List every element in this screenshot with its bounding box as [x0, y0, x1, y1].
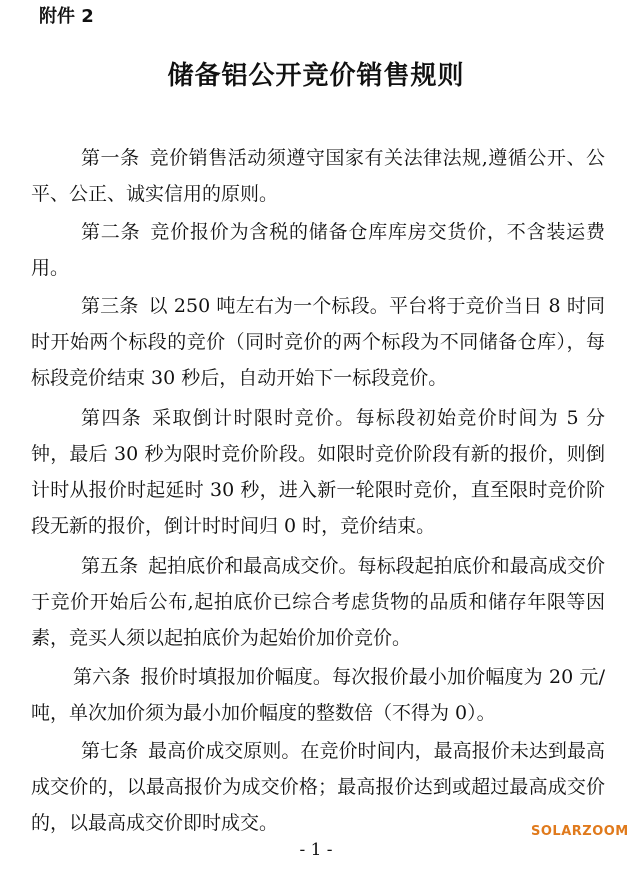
article-6-text: 报价时填报加价幅度。每次报价最小加价幅度为 20 元/吨，单次加价须为最小加价幅度的整数倍（不得为 0）。 — [31, 666, 605, 724]
article-7-label: 第七条 — [81, 740, 139, 762]
page-number: - 1 - — [299, 840, 333, 860]
article-3-text: 以 250 吨左右为一个标段。平台将于竞价当日 8 时同时开始两个标段的竞价（同时竞价的两个标段为不同储备仓库），每标段竞价结束 30 秒后，自动开始下一标段竞价。 — [31, 295, 605, 389]
article-7-text: 最高价成交原则。在竞价时间内，最高报价未达到最高成交价的，以最高报价为成交价格；最高报价达到或超过最高成交价的，以最高成交价即时成交。 — [31, 740, 605, 834]
article-5-label: 第五条 — [81, 555, 139, 577]
article-5-text: 起拍底价和最高成交价。每标段起拍底价和最高成交价于竞价开始后公布,起拍底价已综合考虑货物的品质和储存年限等因素，竞买人须以起拍底价为起始价加价竞价。 — [31, 555, 605, 649]
attachment-label: 附件 2 — [39, 6, 94, 27]
article-6 — [31, 659, 605, 731]
article-1-label: 第一条 — [81, 147, 140, 169]
article-7 — [31, 733, 605, 841]
article-4 — [31, 400, 605, 544]
watermark-logo: SOLARZOOM — [531, 824, 629, 839]
article-2 — [31, 214, 605, 286]
article-4-label: 第四条 — [81, 407, 143, 429]
article-2-text: 竞价报价为含税的储备仓库库房交货价，不含装运费用。 — [31, 221, 605, 279]
article-6-label: 第六条 — [73, 666, 131, 688]
article-5 — [31, 548, 605, 656]
article-4-text: 采取倒计时限时竞价。每标段初始竞价时间为 5 分钟，最后 30 秒为限时竞价阶段。如限时竞价阶段有新的报价，则倒计时从报价时起延时 30 秒，进入新一轮限时竞价，直至限时竞价阶段无新的报价，倒计时时间归 0 时，竞价结束。 — [31, 407, 605, 537]
document-title: 储备铝公开竞价销售规则 — [167, 61, 465, 91]
article-1-text: 竞价销售活动须遵守国家有关法律法规,遵循公开、公平、公正、诚实信用的原则。 — [31, 147, 605, 205]
article-3-label: 第三条 — [81, 295, 139, 317]
article-3 — [31, 288, 605, 396]
article-2-label: 第二条 — [81, 221, 141, 243]
article-1 — [31, 140, 605, 212]
